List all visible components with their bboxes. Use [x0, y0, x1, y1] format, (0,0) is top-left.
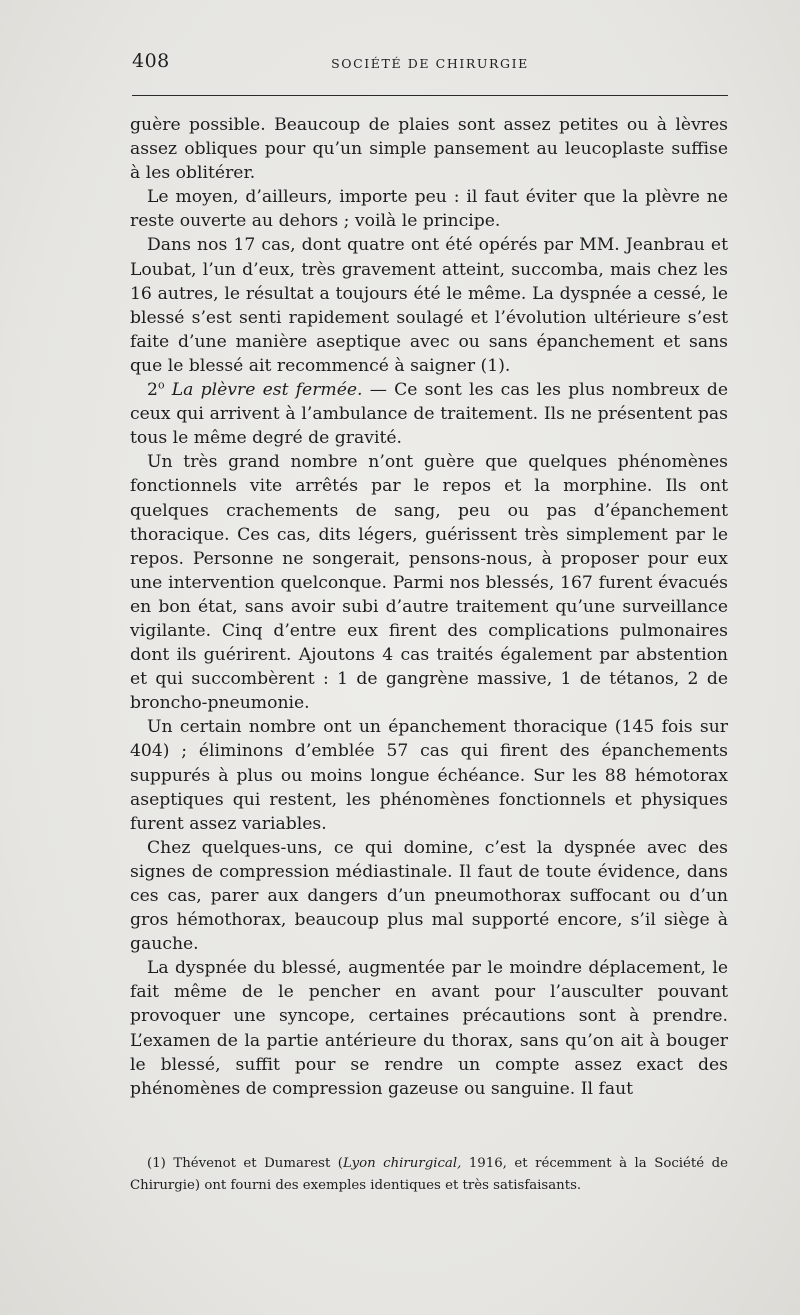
footnote-text [130, 1153, 728, 1197]
paragraph: Le moyen, d’ailleurs, importe peu : il faut éviter que la plèvre ne reste ouverte au dehors ; voilà le principe. [130, 187, 728, 232]
header-rule [132, 95, 728, 96]
section-paragraph-text: — Ce sont les cas les plus nombreux de ceux qui arrivent à l’ambulance de traitement. Ils ne présentent pas tous le même degré de gravité. [130, 380, 729, 449]
paragraph: Dans nos 17 cas, dont quatre ont été opérés par MM. Jeanbrau et Loubat, l’un d’eux, très gravement atteint, succomba, mais chez les 16 autres, le résultat a toujours été le même. La dyspnée a cessé, le blessé s’est senti rapidement soulagé et l’évolution ultérieure s’est faite d’une manière aseptique avec ou sans épanchement et sans que le blessé ait recommencé à saigner (1). [130, 235, 728, 376]
page-header [132, 50, 728, 80]
paragraph: Un très grand nombre n’ont guère que quelques phénomènes fonctionnels vite arrêtés par le repos et la morphine. Ils ont quelques crachements de sang, peu ou pas d’épanchement thoracique. Ces cas, dits légers, guérissent très simplement par le repos. Personne ne songerait, pensons-nous, à proposer pour eux une intervention quelconque. Parmi nos blessés, 167 furent évacués en bon état, sans avoir subi d’autre traitement qu’une surveillance vigilante. Cinq d’entre eux firent des complications pulmonaires dont ils guérirent. Ajoutons 4 cas traités également par abstention et qui succombèrent : 1 de gangrène massive, 1 de tétanos, 2 de broncho-pneumonie. [130, 452, 728, 714]
page-number: 408 [132, 50, 170, 72]
section-numeral-superscript: o [157, 378, 165, 392]
section-heading: La plèvre est fermée. [171, 380, 363, 401]
section-numeral: 2 [147, 380, 158, 401]
paragraph: Un certain nombre ont un épanchement thoracique (145 fois sur 404) ; éliminons d’emblée 57 cas qui firent des épanchements suppurés à plus ou moins longue échéance. Sur les 88 hémotorax aseptiques qui restent, les phénomènes fonctionnels et physiques furent assez variables. [130, 717, 728, 834]
footnote [130, 1153, 728, 1197]
footnote-marker: (1) [147, 1156, 166, 1171]
body-text [130, 113, 728, 1101]
footnote-authors: Thévenot et Dumarest ( [165, 1156, 343, 1171]
paragraph: Chez quelques-uns, ce qui domine, c’est la dyspnée avec des signes de compression médiastinale. Il faut de toute évidence, dans ces cas, parer aux dangers d’un pneumothorax suffocant ou d’un gros hémothorax, beaucoup plus mal supporté encore, s’il siège à gauche. [130, 837, 728, 955]
footnote-rest: 1916, et récemment à la Société de Chirurgie) ont fourni des exemples identiques et très satisfaisants. [130, 1156, 728, 1193]
footnote-journal: Lyon chirurgical, [342, 1156, 462, 1171]
section-paragraph [130, 378, 728, 450]
paragraph-continuation: guère possible. Beaucoup de plaies sont assez petites ou à lèvres assez obliques pour qu’un simple pansement au leucoplaste suffise à les oblitérer. [130, 115, 728, 184]
running-title: SOCIÉTÉ DE CHIRURGIE [331, 56, 529, 71]
paragraph: La dyspnée du blessé, augmentée par le moindre déplacement, le fait même de le pencher en avant pour l’ausculter pouvant provoquer une syncope, certaines précautions sont à prendre. L’examen de la partie antérieure du thorax, sans qu’on ait à bouger le blessé, suffit pour se rendre un compte assez exact des phénomènes de compression gazeuse ou sanguine. Il faut [130, 958, 728, 1099]
